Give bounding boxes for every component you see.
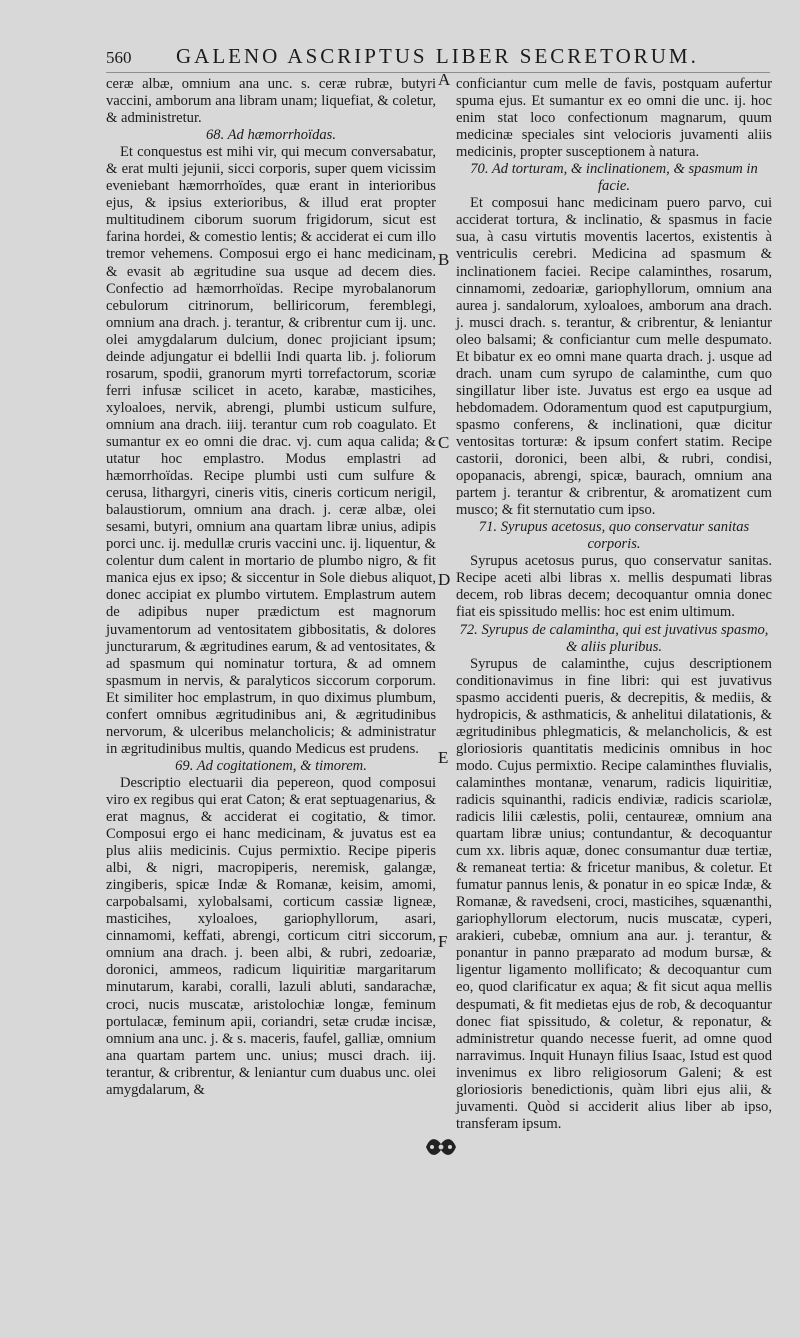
- section-heading: 71. Syrupus acetosus, quo conservatur sanitas corporis.: [478, 519, 750, 553]
- paragraph: Et conquestus est mihi vir, qui mecum conversabatur, & erat multi jejunii, sicci corporis, super quem vicissim eveniebant hæmorrhoïdes, quæ erant in interioribus ejus, & ipsius exterioribus, & illud erat propter multitudinem ciborum suorum frigidorum, sicut est farina hordei, & comestio lentis; & acciderat ei cum illo tremor vehemens. Composui ergo ei hanc medicinam, & evasit ab ægritudine sua usque ad decem dies. Confectio ad hæmorrhoïdas. Recipe myrobalanorum cebulorum citrinorum, belliricorum, feremblegi, omnium ana drach. j. terantur, & cribrentur cum ij. unc. olei amygdalarum dulcium, donec projiciant ipsum; deinde adjungatur ei bdellii Indi quarta lib. j. foliorum rosarum, spodii, granorum myrti torrefactorum, scoriæ ferri infusæ scilicet in aceto, karabæ, masticihes, xyloaloes, nervik, abrengi, plumbi usticum sulfure, omnium ana drach. iiij. terantur cum rob coagulato. Et sumantur ex eo omni die drac. vj. cum aqua calida; & utatur hoc emplastro. Modus emplastri ad hæmorrhoïdas. Recipe plumbi usti cum sulfure & cerusa, lithargyri, cineris vitis, cineris corticum nerigil, balaustiorum, omnium ana drach. j. ceræ albæ, olei sesami, butyri, omnium ana quartam libræ unius, adipis porci unc. ij. medullæ cruris vaccini unc. ij. liquentur, & colentur dum calent in mortario de plumbo nigro, & fit manica ejus ex ipso; & siccentur in Sole diebus aliquot, donec accipiat ex plumbo virtutem. Emplastrum autem de adipibus nuper prædictum est magnorum juvamentorum ad ventositatem gibbositatis, & dolores juncturarum, & ægritudines earum, & ad ventositates, & ad spasmum qui nominatur tortura, & ad omnem spasmum in nervis, & paralyticos siccorum corporum. Et similiter hoc emplastrum, in quo diximus plumbum, confert omnibus ægritudinibus ani, & ægritudinibus nervorum, & ulceribus melancholicis; & administratur in ægritudinibus multis, quando Medicus est prudens.: [106, 144, 436, 757]
- paragraph: Syrupus de calaminthe, cujus descriptionem conditionavimus in fine libri: qui est juvativus spasmo accidenti pueris, & decrepitis, & mediis, & hydropicis, & asthmaticis, & anhelitui dilatationis, & ægritudinibus phlegmaticis, & melancholicis, & est gloriosioris quantitatis medicinis omnibus in hoc modo. Cujus permixtio. Recipe calaminthes fluvialis, calaminthes montanæ, venarum, radicis liquiritiæ, radicis squinanthi, radicis endiviæ, radicis scariolæ, radicis lilii cælestis, polii, centaureæ, omnium ana quartam libræ unius; contundantur, & decoquantur cum xx. libris aquæ, donec consumantur duæ tertiæ, & remaneat tertia: & fricetur manibus, & coletur. Et fumatur pannus lenis, & ponatur in eo spicæ Indæ, & Romanæ, & ravedseni, croci, masticihes, squænanthi, gariophyllorum electorum, nucis muscatæ, cyperi, arakieri, cubebæ, omnium ana aur. j. terantur, & ponantur in panno præparato ad modum bursæ, & ligentur ligamento mollificato; & decoquantur cum eo, quod clarificatur ex aqua; & fit sicut aqua mellis despumati, & fit medietas ejus de rob, & decoquantur donec fiat spissitudo, & coletur, & reponatur, & administretur quando necesse fuerit, ad omne quod narravimus. Inquit Hunayn filius Isaac, Istud est quod invenimus ex libro religiosorum Galeni; & est gloriosioris benedictionis, quàm libri ejus alii, & juvamenti. Quòd si acciderit alius liber ab ipso, transferam ipsum.: [456, 655, 772, 1132]
- section-heading: 68. Ad hæmorrhoïdas.: [205, 127, 337, 144]
- section-heading: 72. Syrupus de calamintha, qui est juvativus spasmo, & aliis pluribus.: [459, 621, 769, 655]
- section-heading: 69. Ad cogitationem, & timorem.: [175, 757, 367, 774]
- margin-letter-e: E: [438, 748, 449, 767]
- margin-letter-d: D: [438, 570, 451, 589]
- margin-letter-a: A: [438, 70, 451, 89]
- paragraph: Et composui hanc medicinam puero parvo, cui acciderat tortura, & inclinatio, & spasmus in facie sua, à casu virtutis moventis lacertos, existentis à ventriculis cerebri. Medicina ad spasmum & inclinationem faciei. Recipe calaminthes, rosarum, cinnamomi, zedoariæ, gariophyllorum, omnium ana aurea j. sandalorum, xyloaloes, amborum ana drach. j. musci drach. s. terantur, & cribrentur, & leniantur oleo balsami; & conficiantur cum melle despumato. Et bibatur ex eo omni mane quarta drach. j. usque ad drach. unam cum syrupo de calaminthe, cum quo singillatur liber iste. Juvatus est ergo ea usque ad hebdomadem. Odoramentum quod est caputpurgium, spasmo conferens, & inclinationi, quæ dicitur ventositas torturæ: & ipsum confert statim. Recipe castorii, doronici, been albi, & rubri, condisi, opopanacis, abrengi, spicæ, baurach, omnium ana partem j. terantur & cribrentur, & aromatizent cum musco; & fit sternutatio cum ipso.: [456, 195, 772, 519]
- margin-letter-c: C: [438, 433, 450, 452]
- printer-ornament-icon: [424, 1134, 458, 1160]
- page-number: 560: [106, 48, 132, 67]
- section-heading: 70. Ad torturam, & inclinationem, & spasmum in facie.: [470, 161, 758, 195]
- running-title: GALENO ASCRIPTUS LIBER SECRETORUM.: [176, 44, 699, 68]
- paragraph: conficiantur cum melle de favis, postquam aufertur spuma ejus. Et sumantur ex eo omni die unc. ij. hoc enim stat loco confectionum magnarum, quum medicinæ speciales sint velocioris juvamenti aliis medicinis, propter susceptionem à natura.: [456, 76, 772, 161]
- paragraph: Syrupus acetosus purus, quo conservatur sanitas. Recipe aceti albi libras x. mellis despumati libras decem, rob libras decem; decoquantur omnia donec fiat eis spissitudo mellis: hoc est enim ultimum.: [456, 553, 772, 621]
- paragraph: ceræ albæ, omnium ana unc. s. ceræ rubræ, butyri vaccini, amborum ana libram unam; liquefiat, & coletur, & administretur.: [106, 76, 436, 127]
- right-column: [456, 76, 772, 1133]
- margin-letter-b: B: [438, 250, 450, 269]
- left-column: [106, 76, 436, 1099]
- paragraph: Descriptio electuarii dia pepereon, quod composui viro ex regibus qui erat Caton; & erat septuagenarius, & erat magnus, & acciderat ei cogitatio, & timor. Composui ergo ei hanc medicinam, & juvatus est ea plus aliis medicinis. Cujus permixtio. Recipe piperis albi, & nigri, macropiperis, neremisk, galangæ, zingiberis, spicæ Indæ & Romanæ, keisim, amomi, carpobalsami, xylobalsami, corticum cassiæ ligneæ, masticihes, xyloaloes, gariophyllorum, asari, cinnamomi, keffati, abrengi, corticum citri siccorum, omnium ana drach. j. been albi, & rubri, zedoariæ, doronici, ammeos, radicum liquiritiæ margaritarum minutarum, karabi, coralli, lazuli abluti, sandarachæ, croci, nucis muscatæ, aristolochiæ longæ, feminum portulacæ, feminum apii, coriandri, setæ crudæ incisæ, omnium ana unc. j. & s. maceris, faufel, galliæ, omnium ana quartam partem unc. unius; musci drach. iij. terantur, & cribrentur, & leniantur cum duabus unc. olei amygdalarum, &: [106, 774, 436, 1098]
- margin-letter-f: F: [438, 932, 448, 951]
